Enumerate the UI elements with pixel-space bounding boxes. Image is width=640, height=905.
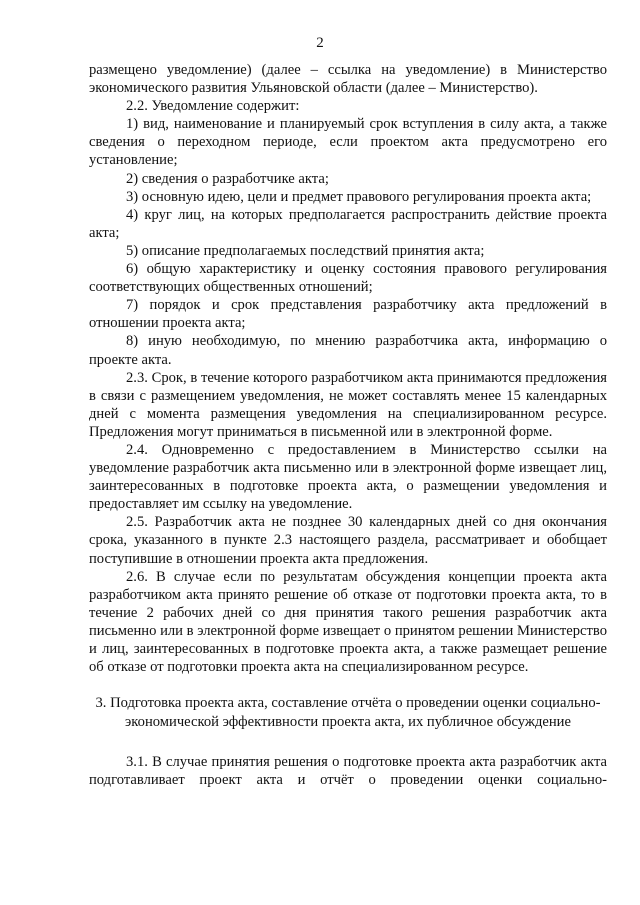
document-body bbox=[89, 61, 607, 789]
paragraph-2-6: 2.6. В случае если по результатам обсуждения концепции проекта акта разработчиком акта принято решение об отказе от подготовки проекта акта, то в течение 2 рабочих дней со дня принятия такого решения разработчик акта письменно или в электронной форме извещает о принятом решении Министерство и лиц, заинтересованных в подготовке проекта акта, а также размещает решение об отказе от подготовки проекта акта на специализированном ресурсе. bbox=[89, 568, 607, 676]
paragraph-2-2: 2.2. Уведомление содержит: bbox=[126, 98, 300, 115]
paragraph-2-5: 2.5. Разработчик акта не позднее 30 календарных дней со дня окончания срока, указанного в пункте 2.3 настоящего раздела, рассматривает и обобщает поступившие в отношении проекта акта предложения. bbox=[89, 514, 607, 567]
paragraph-2-3: 2.3. Срок, в течение которого разработчиком акта принимаются предложения в связи с размещением уведомления, не может составлять менее 15 календарных дней с момента размещения уведомления на специализированном ресурсе. Предложения могут приниматься в письменной или в электронной форме. bbox=[89, 369, 607, 440]
paragraph-continuation: размещено уведомление) (далее – ссылка на уведомление) в Министерство экономического развития Ульяновской области (далее – Министерство). bbox=[89, 62, 607, 97]
paragraph-3-1: 3.1. В случае принятия решения о подготовке проекта акта разработчик акта подготавливает проект акта и отчёт о проведении оценки социально- bbox=[89, 754, 607, 789]
list-item-7: 7) порядок и срок представления разработчику акта предложений в отношении проекта акта; bbox=[89, 297, 607, 332]
list-item-2: 2) сведения о разработчике акта; bbox=[126, 170, 329, 187]
page-number: 2 bbox=[316, 35, 324, 51]
list-item-6: 6) общую характеристику и оценку состояния правового регулирования соответствующих общественных отношений; bbox=[89, 261, 607, 296]
paragraph-2-4: 2.4. Одновременно с предоставлением в Министерство ссылки на уведомление разработчик акта письменно или в электронной форме извещает лиц, заинтересованных в подготовке проекта акта, о размещении уведомления и предоставляет им ссылку на уведомление. bbox=[89, 441, 607, 513]
section-heading: 3. Подготовка проекта акта, составление отчёта о проведении оценки социально-экономической эффективности проекта акта, их публичное обсуждение bbox=[95, 695, 601, 731]
list-item-5: 5) описание предполагаемых последствий принятия акта; bbox=[126, 242, 485, 259]
list-item-3: 3) основную идею, цели и предмет правового регулирования проекта акта; bbox=[126, 188, 592, 205]
list-item-1: 1) вид, наименование и планируемый срок вступления в силу акта, а также сведения о переходном периоде, если проектом акта предусмотрено его установление; bbox=[89, 116, 607, 169]
list-item-8: 8) иную необходимую, по мнению разработчика акта, информацию о проекте акта. bbox=[89, 333, 607, 368]
list-item-4: 4) круг лиц, на которых предполагается распространить действие проекта акта; bbox=[89, 206, 607, 241]
